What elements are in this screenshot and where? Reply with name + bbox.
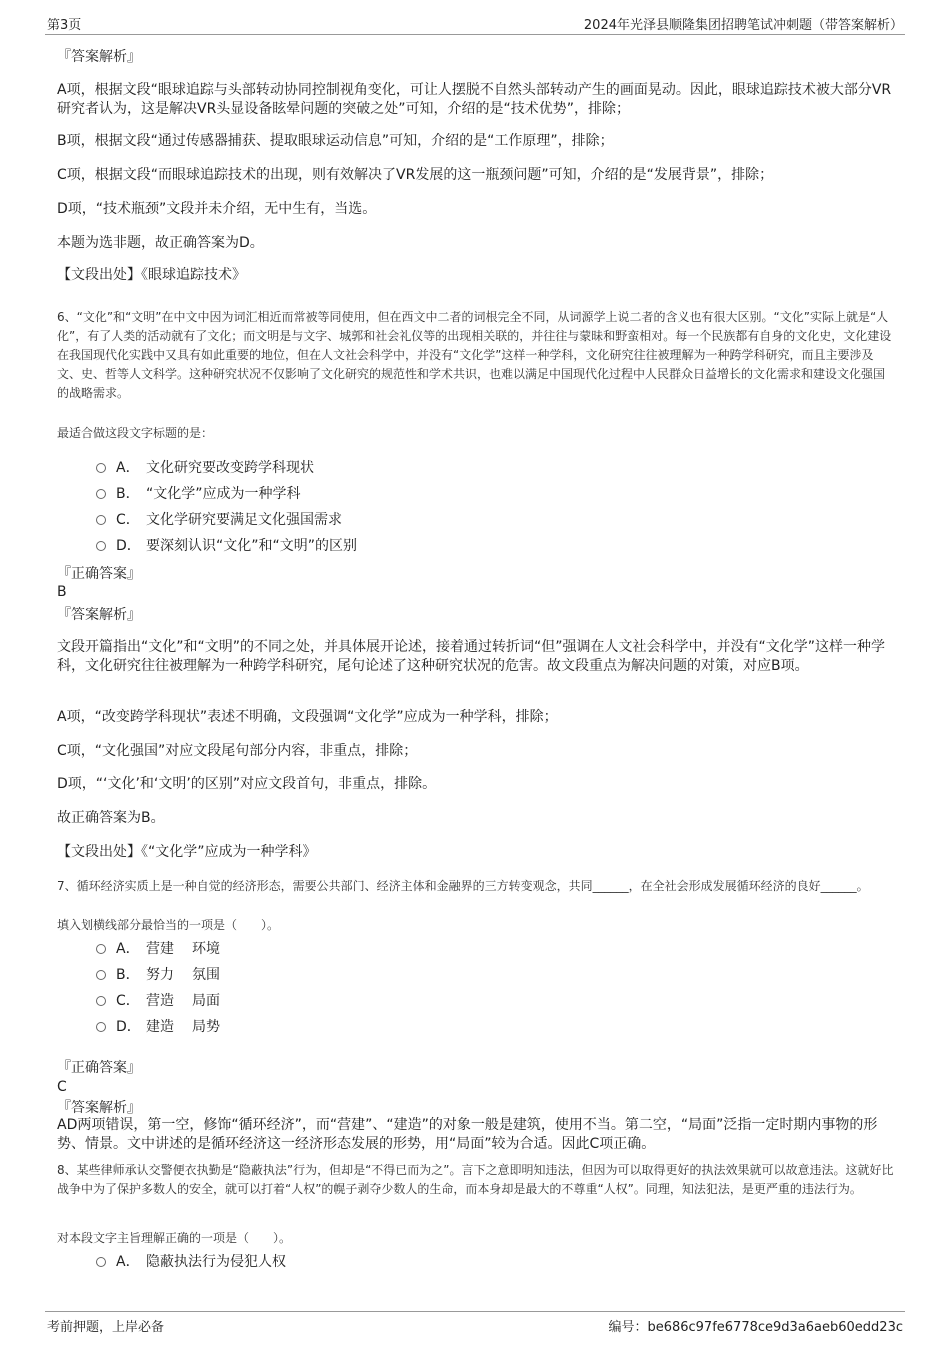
q6-analysis-d: D项，“‘文化’和‘文明’的区别”对应文段首句，非重点，排除。 xyxy=(57,776,437,792)
radio-icon[interactable] xyxy=(96,515,106,525)
document-title: 2024年光泽县顺隆集团招聘笔试冲刺题（带答案解析） xyxy=(583,18,903,33)
q7-answer: C xyxy=(57,1079,67,1095)
page-footer xyxy=(45,1311,905,1336)
q6-analysis-main: 文段开篇指出“文化”和“文明”的不同之处，并具体展开论述，接着通过转折词“但”强调在人文社会科学中，并没有“文化学”这样一种学科，文化研究往往被理解为一种跨学科研究，尾句论述了这种研究状况的危害。故文段重点为解决问题的对策，对应B项。 xyxy=(57,639,886,674)
q6-option-a[interactable]: A． 文化研究要改变跨学科现状 xyxy=(96,458,314,478)
q6-conclusion: 故正确答案为B。 xyxy=(57,810,165,826)
q7-analysis: AD两项错误，第一空，修饰“循环经济”，而“营建”、“建造”的对象一般是建筑，使用不当。第二空，“局面”泛指一定时期内事物的形势、情景。文中讲述的是循环经济这一经济形态发展的形势，用“局面”较为合适。因此C项正确。 xyxy=(57,1117,878,1152)
q8-stem: 8、某些律师承认交警便衣执勤是“隐蔽执法”行为，但却是“不得已而为之”。言下之意即明知违法，但因为可以取得更好的执法效果就可以故意违法。这就好比战争中为了保护多数人的安全，就可以打着“人权”的幌子剥夺少数人的生命，而本身却是最大的不尊重“人权”。同理，知法犯法，是更严重的违法行为。 xyxy=(57,1163,894,1196)
q6-analysis-a: A项，“改变跨学科现状”表述不明确，文段强调“文化学”应成为一种学科，排除； xyxy=(57,709,558,725)
q6-answer: B xyxy=(57,584,67,600)
radio-icon[interactable] xyxy=(96,489,106,499)
q6-option-d[interactable]: D． 要深刻认识“文化”和“文明”的区别 xyxy=(96,536,357,556)
q7-analysis-label: 『答案解析』 xyxy=(57,1100,141,1116)
q7-option-c[interactable]: C． 营造 局面 xyxy=(96,991,220,1011)
q7-option-a[interactable]: A． 营建 环境 xyxy=(96,939,220,959)
q6-option-c[interactable]: C． 文化学研究要满足文化强国需求 xyxy=(96,510,342,530)
page-number: 第3页 xyxy=(47,18,82,33)
radio-icon[interactable] xyxy=(96,944,106,954)
q6-source: 【文段出处】《“文化学”应成为一种学科》 xyxy=(57,844,317,860)
q5-analysis-c: C项，根据文段“而眼球追踪技术的出现，则有效解决了VR发展的这一瓶颈问题”可知，介绍的是“发展背景”，排除； xyxy=(57,167,774,183)
q8-prompt: 对本段文字主旨理解正确的一项是（ ）。 xyxy=(57,1231,292,1245)
q6-option-b[interactable]: B． “文化学”应成为一种学科 xyxy=(96,484,301,504)
radio-icon[interactable] xyxy=(96,1022,106,1032)
radio-icon[interactable] xyxy=(96,970,106,980)
q7-answer-label: 『正确答案』 xyxy=(57,1060,141,1076)
q7-stem: 7、循环经济实质上是一种自觉的经济形态，需要公共部门、经济主体和金融界的三方转变观念，共同______，在全社会形成发展循环经济的良好______。 xyxy=(57,879,869,893)
q7-option-b[interactable]: B． 努力 氛围 xyxy=(96,965,220,985)
q6-analysis-c: C项，“文化强国”对应文段尾句部分内容，非重点，排除； xyxy=(57,743,418,759)
radio-icon[interactable] xyxy=(96,996,106,1006)
q7-prompt: 填入划横线部分最恰当的一项是（ ）。 xyxy=(57,918,280,932)
q6-answer-label: 『正确答案』 xyxy=(57,566,141,582)
radio-icon[interactable] xyxy=(96,541,106,551)
page-header xyxy=(45,12,905,35)
q5-analysis-label: 『答案解析』 xyxy=(57,49,141,65)
q6-stem: 6、“文化”和“文明”在中文中因为词汇相近而常被等同使用，但在西文中二者的词根完全不同，从词源学上说二者的含义也有很大区别。“文化”实际上就是“人化”，有了人类的活动就有了文化；而文明是与文字、城郭和社会礼仪等的出现相关联的，并往往与蒙昧和野蛮相对。每一个民族都有自身的文化史，文化建设在我国现代化实践中又具有如此重要的地位，但在人文社会科学中，并没有“文化学”这样一种学科，文化研究往往被理解为一种跨学科研究，而且主要涉及文、史、哲等人文科学。这种研究状况不仅影响了文化研究的规范性和学术共识，也难以满足中国现代化过程中人民群众日益增长的文化需求和建设文化强国的战略需求。 xyxy=(57,310,892,400)
radio-icon[interactable] xyxy=(96,463,106,473)
q5-analysis-b: B项，根据文段“通过传感器捕获、提取眼球运动信息”可知，介绍的是“工作原理”，排除； xyxy=(57,133,614,149)
q5-analysis-a: A项，根据文段“眼球追踪与头部转动协同控制视角变化，可让人摆脱不自然头部转动产生的画面晃动。因此，眼球追踪技术被大部分VR研究者认为，这是解决VR头显设备眩晕问题的突破之处”可知，介绍的是“技术优势”，排除； xyxy=(57,82,892,117)
q6-prompt: 最适合做这段文字标题的是： xyxy=(57,426,214,440)
document-id: 编号：be686c97fe6778ce9d3a6aeb60edd23c xyxy=(608,1320,903,1335)
radio-icon[interactable] xyxy=(96,1257,106,1267)
q5-source: 【文段出处】《眼球追踪技术》 xyxy=(57,267,246,283)
q5-analysis-d: D项，“技术瓶颈”文段并未介绍，无中生有，当选。 xyxy=(57,201,377,217)
q7-option-d[interactable]: D． 建造 局势 xyxy=(96,1017,220,1037)
q6-analysis-label: 『答案解析』 xyxy=(57,607,141,623)
footer-slogan: 考前押题，上岸必备 xyxy=(47,1320,165,1335)
q5-conclusion: 本题为选非题，故正确答案为D。 xyxy=(57,235,264,251)
q8-option-a[interactable]: A． 隐蔽执法行为侵犯人权 xyxy=(96,1252,286,1272)
